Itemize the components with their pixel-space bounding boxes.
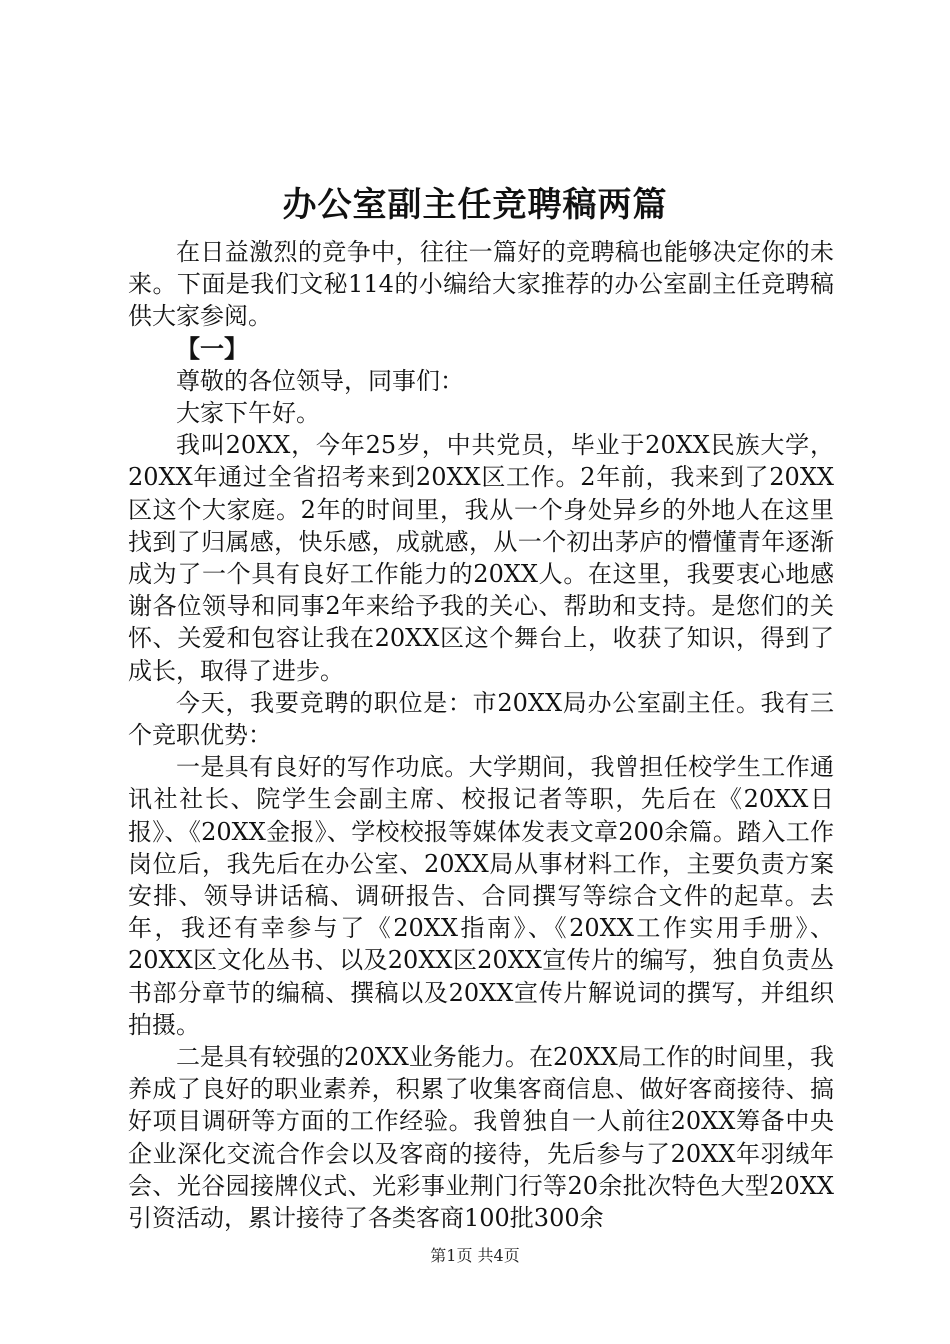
advantage-two-paragraph: 二是具有较强的20XX业务能力。在20XX局工作的时间里，我养成了良好的职业素养，积累了收集客商信息、做好客商接待、搞好项目调研等方面的工作经验。我曾独自一人前往20XX筹备中央企业深化交流合作会以及客商的接待，先后参与了20XX年羽绒年会、光谷园接牌仪式、光彩事业荆门行等20余批次特色大型20XX引资活动，累计接待了各类客商100批300余 xyxy=(128,1043,834,1233)
document-title: 办公室副主任竞聘稿两篇 xyxy=(282,185,668,225)
intro-paragraph: 在日益激烈的竞争中，往往一篇好的竞聘稿也能够决定你的未来。下面是我们文秘114的小编给大家推荐的办公室副主任竞聘稿供大家参阅。 xyxy=(128,238,834,331)
advantage-one-paragraph: 一是具有良好的写作功底。大学期间，我曾担任校学生工作通讯社社长、院学生会副主席、校报记者等职，先后在《20XX日报》、《20XX金报》、学校校报等媒体发表文章200余篇。踏入工作岗位后，我先后在办公室、20XX局从事材料工作，主要负责方案安排、领导讲话稿、调研报告、合同撰写等综合文件的起草。去年，我还有幸参与了《20XX指南》、《20XX工作实用手册》、20XX区文化丛书、以及20XX区20XX宣传片的编写，独自负责丛书部分章节的编稿、撰稿以及20XX宣传片解说词的撰写，并组织拍摄。 xyxy=(128,753,834,1039)
document-body xyxy=(128,236,834,1234)
position-paragraph: 今天，我要竞聘的职位是：市20XX局办公室副主任。我有三个竞职优势： xyxy=(128,688,834,750)
greeting: 大家下午好。 xyxy=(176,399,320,428)
salutation: 尊敬的各位领导，同事们： xyxy=(176,366,464,395)
self-introduction-paragraph: 我叫20XX，今年25岁，中共党员，毕业于20XX民族大学，20XX年通过全省招考来到20XX区工作。2年前，我来到了20XX区这个大家庭。2年的时间里，我从一个身处异乡的外地人在这里找到了归属感，快乐感，成就感，从一个初出茅庐的懵懂青年逐渐成为了一个具有良好工作能力的20XX人。在这里，我要衷心地感谢各位领导和同事2年来给予我的关心、帮助和支持。是您们的关怀、关爱和包容让我在20XX区这个舞台上，收获了知识，得到了成长，取得了进步。 xyxy=(128,431,834,685)
section-heading-one: 【一】 xyxy=(176,333,248,363)
page-footer: 第1页 共4页 xyxy=(430,1246,520,1265)
